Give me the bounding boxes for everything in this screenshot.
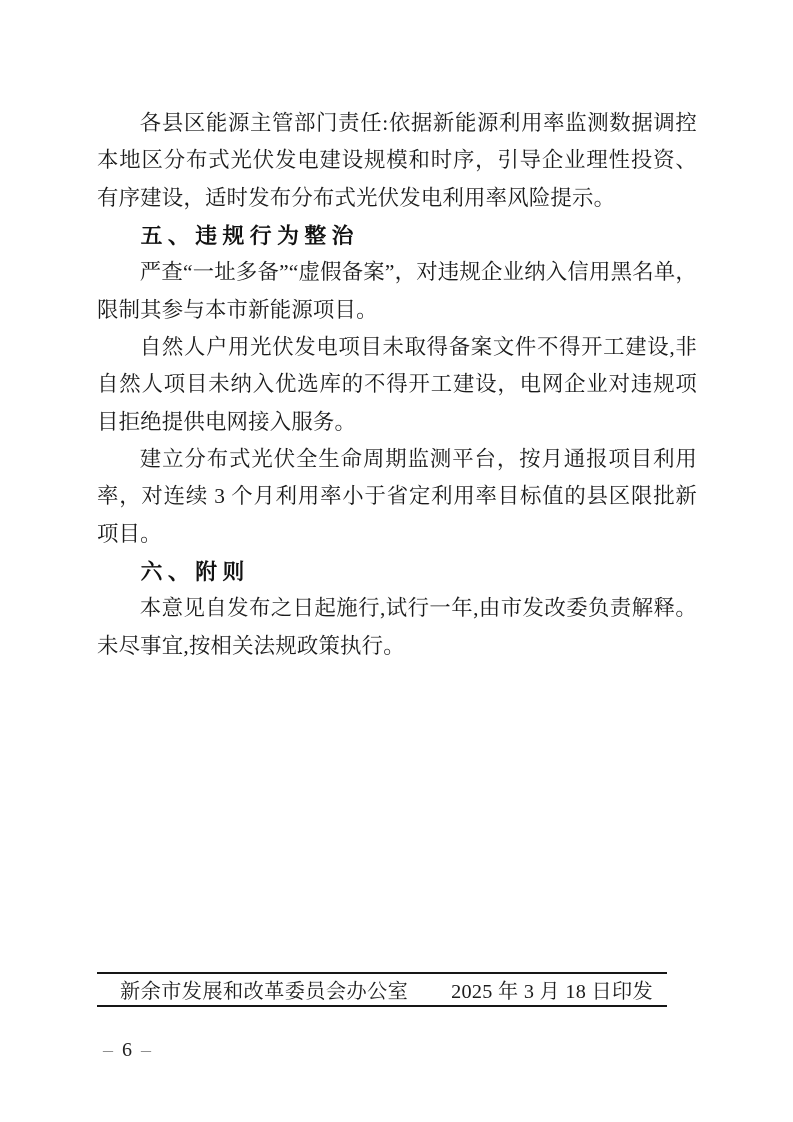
section-5-paragraph-1: 严查“一址多备”“虚假备案”，对违规企业纳入信用黑名单，限制其参与本市新能源项目。 xyxy=(97,260,697,322)
section-6-heading: 六、附则 xyxy=(140,559,250,585)
page-number-left-dash: – xyxy=(103,1039,113,1061)
page-number-right-dash: – xyxy=(141,1039,151,1061)
print-date: 2025 年 3 月 18 日印发 xyxy=(451,981,653,1003)
paragraph-intro: 各县区能源主管部门责任:依据新能源利用率监测数据调控本地区分布式光伏发电建设规模和时序，引导企业理性投资、有序建设，适时发布分布式光伏发电利用率风险提示。 xyxy=(97,111,697,210)
colophon xyxy=(97,974,667,1005)
colophon-bottom-rule xyxy=(97,1005,667,1007)
section-6-paragraph-1: 本意见自发布之日起施行,试行一年,由市发改委负责解释。未尽事宜,按相关法规政策执行。 xyxy=(97,596,697,658)
document-body xyxy=(97,105,697,665)
section-5-paragraph-3: 建立分布式光伏全生命周期监测平台，按月通报项目利用率，对连续 3 个月利用率小于省定利用率目标值的县区限批新项目。 xyxy=(97,447,697,546)
page-number-value: 6 xyxy=(122,1039,132,1061)
section-5-paragraph-2: 自然人户用光伏发电项目未取得备案文件不得开工建设,非自然人项目未纳入优选库的不得开工建设，电网企业对违规项目拒绝提供电网接入服务。 xyxy=(97,335,697,434)
section-5-heading: 五、违规行为整治 xyxy=(140,223,359,249)
page-number xyxy=(103,1039,151,1062)
issuing-office: 新余市发展和改革委员会办公室 xyxy=(120,981,409,1003)
